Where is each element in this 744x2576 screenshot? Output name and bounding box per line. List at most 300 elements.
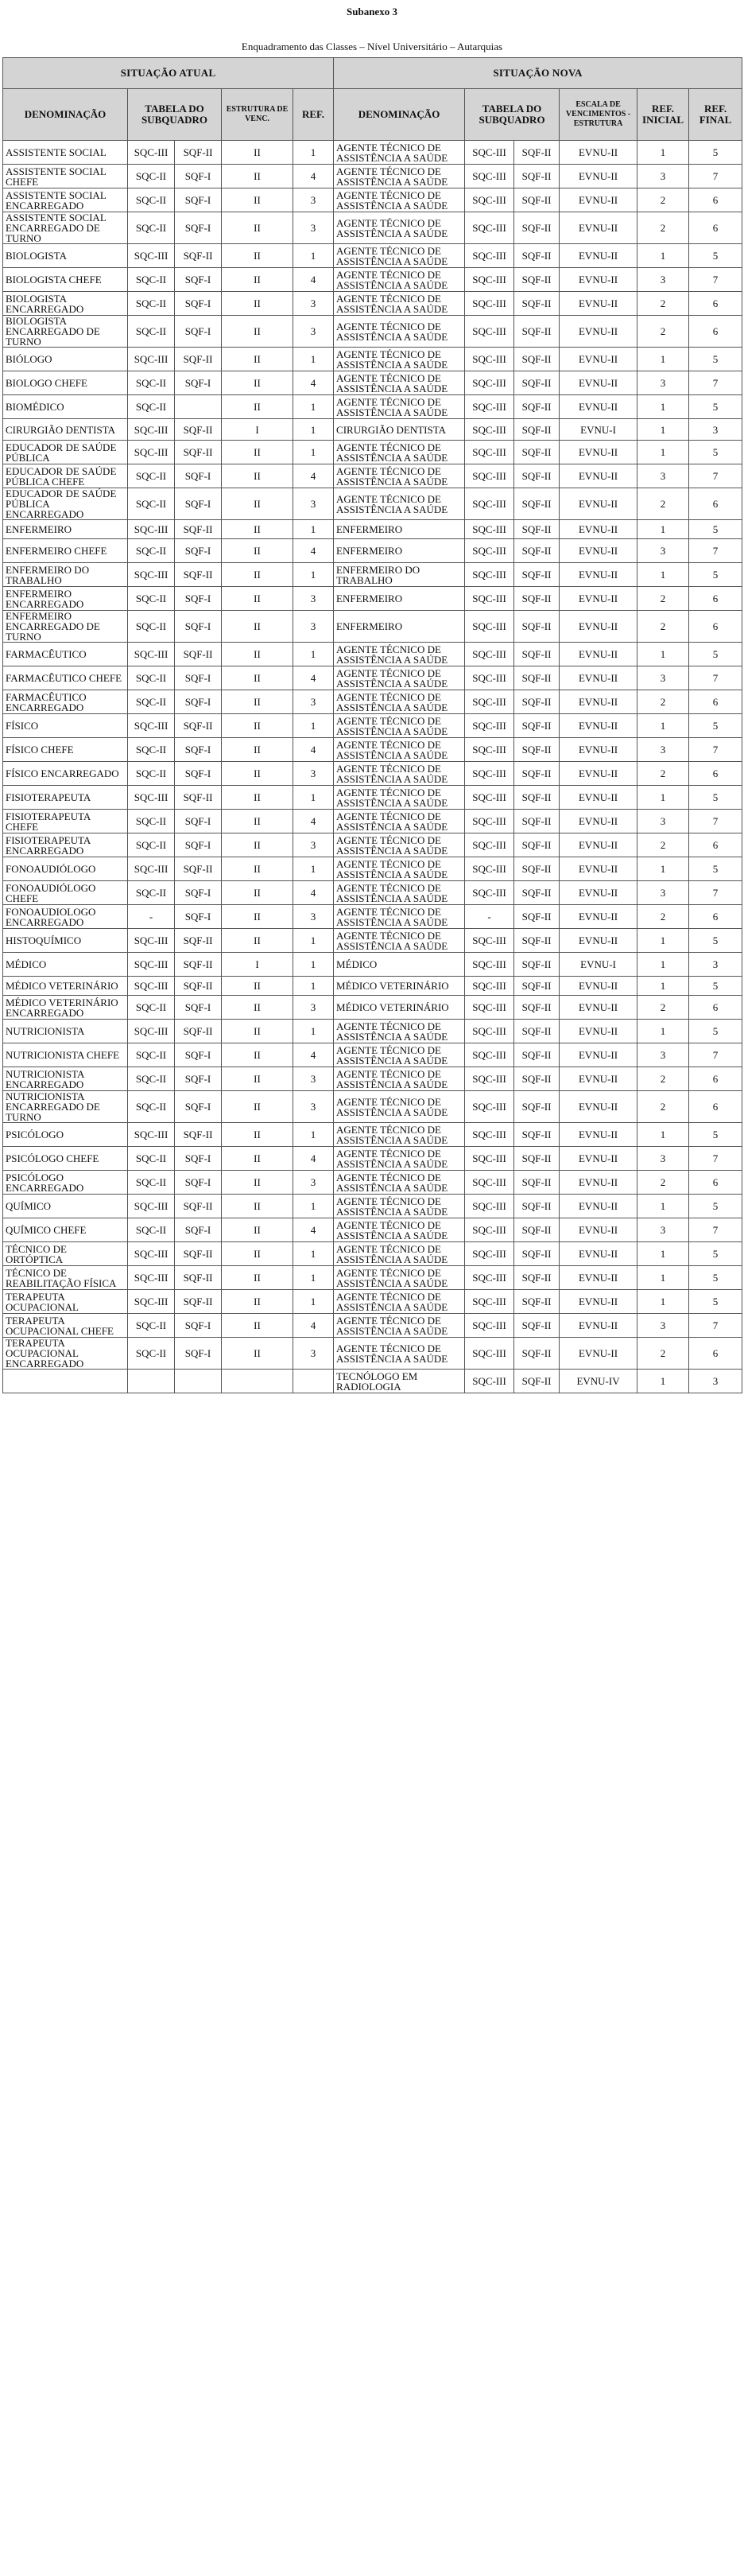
cell-subquadro-sqc [128,1370,175,1393]
cell-denominacao: PSICÓLOGO [3,1123,128,1147]
cell-subquadro-sqf-nova: SQF-II [514,1171,560,1195]
table-row [3,611,742,643]
cell-denominacao: TÉCNICO DE ORTÓPTICA [3,1242,128,1266]
cell-escala-vencimentos: EVNU-II [560,488,637,520]
cell-subquadro-sqf-nova: SQF-II [514,1195,560,1218]
cell-estrutura-venc: II [222,1147,293,1171]
cell-subquadro-sqc: SQC-III [128,953,175,977]
cell-subquadro-sqf-nova: SQF-II [514,1091,560,1123]
table-row [3,539,742,563]
cell-subquadro-sqc-nova: SQC-III [465,643,514,666]
cell-estrutura-venc: II [222,563,293,587]
cell-estrutura-venc: II [222,1091,293,1123]
cell-ref: 3 [293,1171,334,1195]
cell-estrutura-venc: II [222,441,293,464]
cell-subquadro-sqc: SQC-II [128,881,175,905]
cell-subquadro-sqf: SQF-I [175,292,222,316]
cell-denominacao: FARMACÊUTICO [3,643,128,666]
table-row [3,857,742,881]
cell-subquadro-sqf: SQF-I [175,1091,222,1123]
table-row [3,1370,742,1393]
cell-ref-inicial: 1 [637,244,689,268]
cell-escala-vencimentos: EVNU-II [560,690,637,714]
cell-subquadro-sqc: SQC-II [128,762,175,786]
cell-estrutura-venc: II [222,738,293,762]
cell-subquadro-sqc: SQC-II [128,996,175,1020]
cell-escala-vencimentos: EVNU-II [560,188,637,212]
cell-subquadro-sqf-nova: SQF-II [514,714,560,738]
cell-estrutura-venc: II [222,212,293,244]
cell-ref-inicial: 3 [637,464,689,488]
cell-denominacao-nova: MÉDICO VETERINÁRIO [334,977,465,996]
group-header-new: SITUAÇÃO NOVA [334,58,742,89]
table-row [3,690,742,714]
table-row [3,212,742,244]
cell-subquadro-sqc-nova: SQC-III [465,1123,514,1147]
cell-estrutura-venc: II [222,1020,293,1043]
cell-subquadro-sqf: SQF-I [175,539,222,563]
cell-subquadro-sqc: SQC-II [128,738,175,762]
cell-escala-vencimentos: EVNU-II [560,587,637,611]
cell-subquadro-sqf-nova: SQF-II [514,953,560,977]
cell-estrutura-venc: II [222,488,293,520]
cell-ref: 3 [293,905,334,929]
cell-subquadro-sqf-nova: SQF-II [514,1370,560,1393]
cell-escala-vencimentos: EVNU-II [560,1020,637,1043]
cell-subquadro-sqc: SQC-II [128,1314,175,1338]
cell-subquadro-sqc-nova: SQC-III [465,292,514,316]
cell-denominacao: EDUCADOR DE SAÚDE PÚBLICA CHEFE [3,464,128,488]
cell-denominacao-nova: AGENTE TÉCNICO DE ASSISTÊNCIA A SAÚDE [334,371,465,395]
cell-ref: 1 [293,1195,334,1218]
cell-denominacao-nova: AGENTE TÉCNICO DE ASSISTÊNCIA A SAÚDE [334,395,465,419]
cell-subquadro-sqf: SQF-I [175,738,222,762]
cell-escala-vencimentos: EVNU-II [560,786,637,810]
cell-escala-vencimentos: EVNU-II [560,762,637,786]
cell-ref-final: 7 [689,1043,742,1067]
cell-denominacao-nova: AGENTE TÉCNICO DE ASSISTÊNCIA A SAÚDE [334,881,465,905]
cell-denominacao-nova: CIRURGIÃO DENTISTA [334,419,465,441]
cell-ref-final: 6 [689,611,742,643]
cell-subquadro-sqf-nova: SQF-II [514,1266,560,1290]
cell-subquadro-sqc-nova: SQC-III [465,1266,514,1290]
cell-estrutura-venc: II [222,395,293,419]
table-row [3,188,742,212]
cell-estrutura-venc: II [222,810,293,833]
cell-subquadro-sqc: SQC-III [128,1242,175,1266]
cell-subquadro-sqf-nova: SQF-II [514,977,560,996]
cell-subquadro-sqf-nova: SQF-II [514,762,560,786]
cell-denominacao-nova: AGENTE TÉCNICO DE ASSISTÊNCIA A SAÚDE [334,762,465,786]
cell-denominacao-nova: AGENTE TÉCNICO DE ASSISTÊNCIA A SAÚDE [334,488,465,520]
cell-estrutura-venc: II [222,539,293,563]
cell-denominacao-nova: AGENTE TÉCNICO DE ASSISTÊNCIA A SAÚDE [334,1290,465,1314]
cell-ref-final: 5 [689,348,742,371]
table-row [3,488,742,520]
cell-ref: 1 [293,395,334,419]
cell-estrutura-venc: II [222,786,293,810]
cell-denominacao: NUTRICIONISTA ENCARREGADO [3,1067,128,1091]
cell-ref: 4 [293,464,334,488]
cell-subquadro-sqf: SQF-II [175,563,222,587]
col-header-ref-inicial: REF. INICIAL [637,89,689,141]
cell-subquadro-sqc-nova: SQC-III [465,611,514,643]
cell-subquadro-sqf: SQF-II [175,419,222,441]
cell-subquadro-sqc-nova: SQC-III [465,348,514,371]
cell-ref: 1 [293,1242,334,1266]
cell-ref: 3 [293,996,334,1020]
cell-denominacao: ENFERMEIRO ENCARREGADO [3,587,128,611]
table-row [3,1091,742,1123]
cell-denominacao-nova: AGENTE TÉCNICO DE ASSISTÊNCIA A SAÚDE [334,1338,465,1370]
cell-subquadro-sqf: SQF-I [175,881,222,905]
cell-ref: 4 [293,1043,334,1067]
cell-denominacao-nova: AGENTE TÉCNICO DE ASSISTÊNCIA A SAÚDE [334,292,465,316]
cell-ref: 3 [293,1091,334,1123]
table-row [3,1067,742,1091]
cell-denominacao-nova: AGENTE TÉCNICO DE ASSISTÊNCIA A SAÚDE [334,810,465,833]
cell-ref [293,1370,334,1393]
cell-ref-inicial: 2 [637,1091,689,1123]
cell-subquadro-sqf-nova: SQF-II [514,666,560,690]
cell-subquadro-sqc: SQC-III [128,977,175,996]
cell-ref: 4 [293,539,334,563]
cell-subquadro-sqc-nova: SQC-III [465,1043,514,1067]
cell-subquadro-sqc: SQC-III [128,714,175,738]
table-row [3,786,742,810]
cell-subquadro-sqc-nova: SQC-III [465,1314,514,1338]
cell-subquadro-sqf: SQF-I [175,316,222,348]
cell-subquadro-sqf: SQF-I [175,1147,222,1171]
cell-subquadro-sqf: SQF-II [175,643,222,666]
cell-ref: 3 [293,316,334,348]
cell-denominacao-nova: AGENTE TÉCNICO DE ASSISTÊNCIA A SAÚDE [334,1195,465,1218]
cell-ref: 3 [293,292,334,316]
cell-denominacao: PSICÓLOGO ENCARREGADO [3,1171,128,1195]
cell-subquadro-sqf: SQF-I [175,762,222,786]
cell-denominacao-nova: AGENTE TÉCNICO DE ASSISTÊNCIA A SAÚDE [334,212,465,244]
cell-subquadro-sqc: SQC-III [128,348,175,371]
cell-subquadro-sqc: SQC-III [128,929,175,953]
cell-subquadro-sqc: SQC-II [128,464,175,488]
cell-ref-inicial: 2 [637,762,689,786]
cell-subquadro-sqc-nova: SQC-III [465,714,514,738]
cell-estrutura-venc: II [222,1171,293,1195]
cell-subquadro-sqc-nova: SQC-III [465,977,514,996]
cell-ref-inicial: 1 [637,1123,689,1147]
cell-ref-inicial: 3 [637,268,689,292]
cell-subquadro-sqf-nova: SQF-II [514,1043,560,1067]
cell-ref-inicial: 1 [637,1020,689,1043]
cell-escala-vencimentos: EVNU-II [560,881,637,905]
cell-denominacao-nova: AGENTE TÉCNICO DE ASSISTÊNCIA A SAÚDE [334,1091,465,1123]
cell-estrutura-venc: II [222,690,293,714]
cell-escala-vencimentos: EVNU-II [560,268,637,292]
cell-subquadro-sqf: SQF-II [175,857,222,881]
cell-ref-inicial: 2 [637,587,689,611]
cell-denominacao-nova: AGENTE TÉCNICO DE ASSISTÊNCIA A SAÚDE [334,833,465,857]
cell-estrutura-venc: II [222,996,293,1020]
cell-ref: 4 [293,738,334,762]
cell-ref-final: 6 [689,292,742,316]
cell-ref-final: 5 [689,1266,742,1290]
cell-subquadro-sqc: SQC-II [128,1067,175,1091]
cell-ref: 1 [293,929,334,953]
cell-denominacao: EDUCADOR DE SAÚDE PÚBLICA [3,441,128,464]
cell-ref-final: 5 [689,1123,742,1147]
cell-denominacao: BIOLOGISTA [3,244,128,268]
cell-subquadro-sqf: SQF-I [175,690,222,714]
cell-subquadro-sqc-nova: SQC-III [465,165,514,188]
cell-subquadro-sqf: SQF-I [175,905,222,929]
cell-subquadro-sqf: SQF-II [175,1290,222,1314]
cell-denominacao-nova: AGENTE TÉCNICO DE ASSISTÊNCIA A SAÚDE [334,1242,465,1266]
cell-ref: 1 [293,977,334,996]
cell-denominacao: ASSISTENTE SOCIAL ENCARREGADO [3,188,128,212]
cell-subquadro-sqf-nova: SQF-II [514,464,560,488]
page-subtitle: Enquadramento das Classes – Nível Universitário – Autarquias [241,41,503,52]
cell-denominacao-nova: AGENTE TÉCNICO DE ASSISTÊNCIA A SAÚDE [334,1123,465,1147]
cell-subquadro-sqc: SQC-II [128,268,175,292]
col-header-tabela-subquadro-nova: TABELA DO SUBQUADRO [465,89,560,141]
cell-denominacao: BIOLOGISTA ENCARREGADO DE TURNO [3,316,128,348]
cell-subquadro-sqf-nova: SQF-II [514,881,560,905]
cell-ref-final: 5 [689,714,742,738]
cell-subquadro-sqc-nova: SQC-III [465,188,514,212]
cell-estrutura-venc: II [222,141,293,165]
cell-ref-inicial: 1 [637,520,689,539]
cell-ref-inicial: 1 [637,348,689,371]
col-header-estrutura-venc: ESTRUTURA DE VENC. [222,89,293,141]
cell-subquadro-sqf: SQF-I [175,268,222,292]
cell-estrutura-venc: II [222,1314,293,1338]
cell-escala-vencimentos: EVNU-II [560,1171,637,1195]
cell-ref-inicial: 3 [637,165,689,188]
cell-escala-vencimentos: EVNU-II [560,1195,637,1218]
cell-ref: 3 [293,762,334,786]
cell-escala-vencimentos: EVNU-II [560,1314,637,1338]
cell-denominacao-nova: AGENTE TÉCNICO DE ASSISTÊNCIA A SAÚDE [334,929,465,953]
cell-subquadro-sqc-nova: SQC-III [465,1338,514,1370]
cell-subquadro-sqf: SQF-II [175,244,222,268]
cell-estrutura-venc: II [222,643,293,666]
cell-ref-final: 6 [689,1338,742,1370]
cell-ref-final: 5 [689,395,742,419]
cell-denominacao-nova: ENFERMEIRO DO TRABALHO [334,563,465,587]
cell-escala-vencimentos: EVNU-II [560,539,637,563]
cell-subquadro-sqc-nova: SQC-III [465,371,514,395]
cell-subquadro-sqc: SQC-II [128,810,175,833]
cell-subquadro-sqc: SQC-III [128,141,175,165]
cell-denominacao: FONOAUDIOLOGO ENCARREGADO [3,905,128,929]
cell-escala-vencimentos: EVNU-II [560,371,637,395]
cell-ref-inicial: 2 [637,996,689,1020]
cell-subquadro-sqf-nova: SQF-II [514,539,560,563]
cell-subquadro-sqf-nova: SQF-II [514,611,560,643]
cell-denominacao: TERAPEUTA OCUPACIONAL [3,1290,128,1314]
cell-ref-inicial: 2 [637,212,689,244]
table-row [3,1314,742,1338]
cell-subquadro-sqf-nova: SQF-II [514,857,560,881]
cell-subquadro-sqf-nova: SQF-II [514,1123,560,1147]
cell-subquadro-sqc: SQC-III [128,244,175,268]
cell-subquadro-sqc: SQC-II [128,539,175,563]
cell-denominacao-nova: AGENTE TÉCNICO DE ASSISTÊNCIA A SAÚDE [334,738,465,762]
cell-estrutura-venc: II [222,611,293,643]
cell-denominacao: FISIOTERAPEUTA CHEFE [3,810,128,833]
cell-ref-final: 3 [689,1370,742,1393]
cell-ref-final: 6 [689,212,742,244]
cell-ref-inicial: 2 [637,905,689,929]
cell-denominacao-nova: AGENTE TÉCNICO DE ASSISTÊNCIA A SAÚDE [334,1043,465,1067]
cell-denominacao: BIOMÉDICO [3,395,128,419]
cell-estrutura-venc: II [222,1067,293,1091]
cell-denominacao: MÉDICO [3,953,128,977]
cell-subquadro-sqc-nova: SQC-III [465,690,514,714]
cell-subquadro-sqf: SQF-II [175,953,222,977]
cell-ref-final: 5 [689,141,742,165]
cell-escala-vencimentos: EVNU-II [560,833,637,857]
cell-subquadro-sqc: SQC-III [128,1123,175,1147]
cell-denominacao-nova: AGENTE TÉCNICO DE ASSISTÊNCIA A SAÚDE [334,165,465,188]
cell-subquadro-sqf-nova: SQF-II [514,587,560,611]
cell-escala-vencimentos: EVNU-II [560,141,637,165]
cell-subquadro-sqf-nova: SQF-II [514,520,560,539]
cell-subquadro-sqc: SQC-II [128,833,175,857]
cell-denominacao: ENFERMEIRO CHEFE [3,539,128,563]
cell-subquadro-sqc: SQC-III [128,1195,175,1218]
cell-escala-vencimentos: EVNU-II [560,929,637,953]
col-header-ref: REF. [293,89,334,141]
table-row [3,996,742,1020]
cell-subquadro-sqf-nova: SQF-II [514,996,560,1020]
cell-escala-vencimentos: EVNU-II [560,348,637,371]
cell-ref: 1 [293,1123,334,1147]
cell-ref-final: 6 [689,833,742,857]
cell-subquadro-sqc-nova: SQC-III [465,738,514,762]
table-row [3,1338,742,1370]
cell-denominacao: BIOLOGISTA CHEFE [3,268,128,292]
table-row [3,881,742,905]
cell-subquadro-sqf: SQF-I [175,212,222,244]
cell-subquadro-sqc-nova: SQC-III [465,953,514,977]
cell-denominacao: NUTRICIONISTA CHEFE [3,1043,128,1067]
cell-subquadro-sqc: SQC-II [128,316,175,348]
cell-subquadro-sqf: SQF-I [175,1067,222,1091]
cell-escala-vencimentos: EVNU-II [560,1147,637,1171]
cell-estrutura-venc: II [222,1218,293,1242]
table-row [3,762,742,786]
cell-subquadro-sqf-nova: SQF-II [514,1242,560,1266]
cell-subquadro-sqc-nova: SQC-III [465,857,514,881]
cell-estrutura-venc: II [222,1290,293,1314]
cell-estrutura-venc: II [222,188,293,212]
table-row [3,1043,742,1067]
cell-estrutura-venc: II [222,905,293,929]
cell-subquadro-sqc-nova: SQC-III [465,441,514,464]
cell-escala-vencimentos: EVNU-II [560,1338,637,1370]
cell-subquadro-sqf: SQF-I [175,1043,222,1067]
cell-ref: 1 [293,857,334,881]
cell-subquadro-sqf-nova: SQF-II [514,1020,560,1043]
group-header-current: SITUAÇÃO ATUAL [3,58,334,89]
cell-ref: 1 [293,244,334,268]
cell-ref-inicial: 2 [637,833,689,857]
cell-ref-inicial: 3 [637,539,689,563]
table-row [3,905,742,929]
cell-denominacao-nova: AGENTE TÉCNICO DE ASSISTÊNCIA A SAÚDE [334,1020,465,1043]
cell-denominacao: BIOLOGISTA ENCARREGADO [3,292,128,316]
cell-subquadro-sqf: SQF-II [175,1020,222,1043]
cell-ref-final: 6 [689,762,742,786]
cell-denominacao-nova: ENFERMEIRO [334,539,465,563]
cell-estrutura-venc: II [222,1242,293,1266]
cell-subquadro-sqf-nova: SQF-II [514,268,560,292]
cell-denominacao-nova: AGENTE TÉCNICO DE ASSISTÊNCIA A SAÚDE [334,1218,465,1242]
cell-ref-inicial: 1 [637,643,689,666]
cell-subquadro-sqf: SQF-I [175,1218,222,1242]
cell-ref-inicial: 1 [637,1242,689,1266]
cell-subquadro-sqf-nova: SQF-II [514,786,560,810]
cell-ref-final: 7 [689,810,742,833]
cell-ref-final: 6 [689,488,742,520]
cell-subquadro-sqf: SQF-I [175,996,222,1020]
cell-subquadro-sqc: SQC-II [128,690,175,714]
cell-ref-inicial: 1 [637,1195,689,1218]
cell-ref-final: 6 [689,1091,742,1123]
table-row [3,563,742,587]
cell-subquadro-sqf-nova: SQF-II [514,929,560,953]
cell-denominacao-nova: AGENTE TÉCNICO DE ASSISTÊNCIA A SAÚDE [334,690,465,714]
cell-ref-inicial: 1 [637,953,689,977]
cell-ref: 4 [293,666,334,690]
cell-subquadro-sqc-nova: SQC-III [465,1020,514,1043]
cell-estrutura-venc: II [222,165,293,188]
cell-escala-vencimentos: EVNU-II [560,810,637,833]
cell-ref-inicial: 2 [637,292,689,316]
page-title: Subanexo 3 [347,6,397,17]
cell-denominacao-nova: AGENTE TÉCNICO DE ASSISTÊNCIA A SAÚDE [334,786,465,810]
cell-estrutura-venc: II [222,268,293,292]
cell-ref: 3 [293,587,334,611]
cell-denominacao: ENFERMEIRO ENCARREGADO DE TURNO [3,611,128,643]
table-row [3,1290,742,1314]
cell-subquadro-sqc-nova: SQC-III [465,1171,514,1195]
cell-ref-inicial: 2 [637,1067,689,1091]
cell-subquadro-sqc-nova: SQC-III [465,1218,514,1242]
cell-denominacao: FÍSICO CHEFE [3,738,128,762]
cell-escala-vencimentos: EVNU-II [560,1067,637,1091]
cell-estrutura-venc: II [222,520,293,539]
cell-subquadro-sqc-nova: SQC-III [465,488,514,520]
cell-ref: 3 [293,1067,334,1091]
cell-subquadro-sqf: SQF-II [175,520,222,539]
cell-ref: 1 [293,348,334,371]
cell-subquadro-sqf-nova: SQF-II [514,395,560,419]
cell-subquadro-sqc-nova: SQC-III [465,810,514,833]
cell-subquadro-sqf: SQF-II [175,929,222,953]
cell-ref-final: 6 [689,587,742,611]
cell-subquadro-sqc-nova: SQC-III [465,1067,514,1091]
cell-denominacao: ENFERMEIRO [3,520,128,539]
cell-subquadro-sqf-nova: SQF-II [514,1338,560,1370]
cell-ref-final: 5 [689,1242,742,1266]
cell-ref-final: 5 [689,857,742,881]
cell-ref-final: 5 [689,520,742,539]
cell-ref-inicial: 1 [637,563,689,587]
cell-estrutura-venc: I [222,419,293,441]
cell-escala-vencimentos: EVNU-II [560,244,637,268]
